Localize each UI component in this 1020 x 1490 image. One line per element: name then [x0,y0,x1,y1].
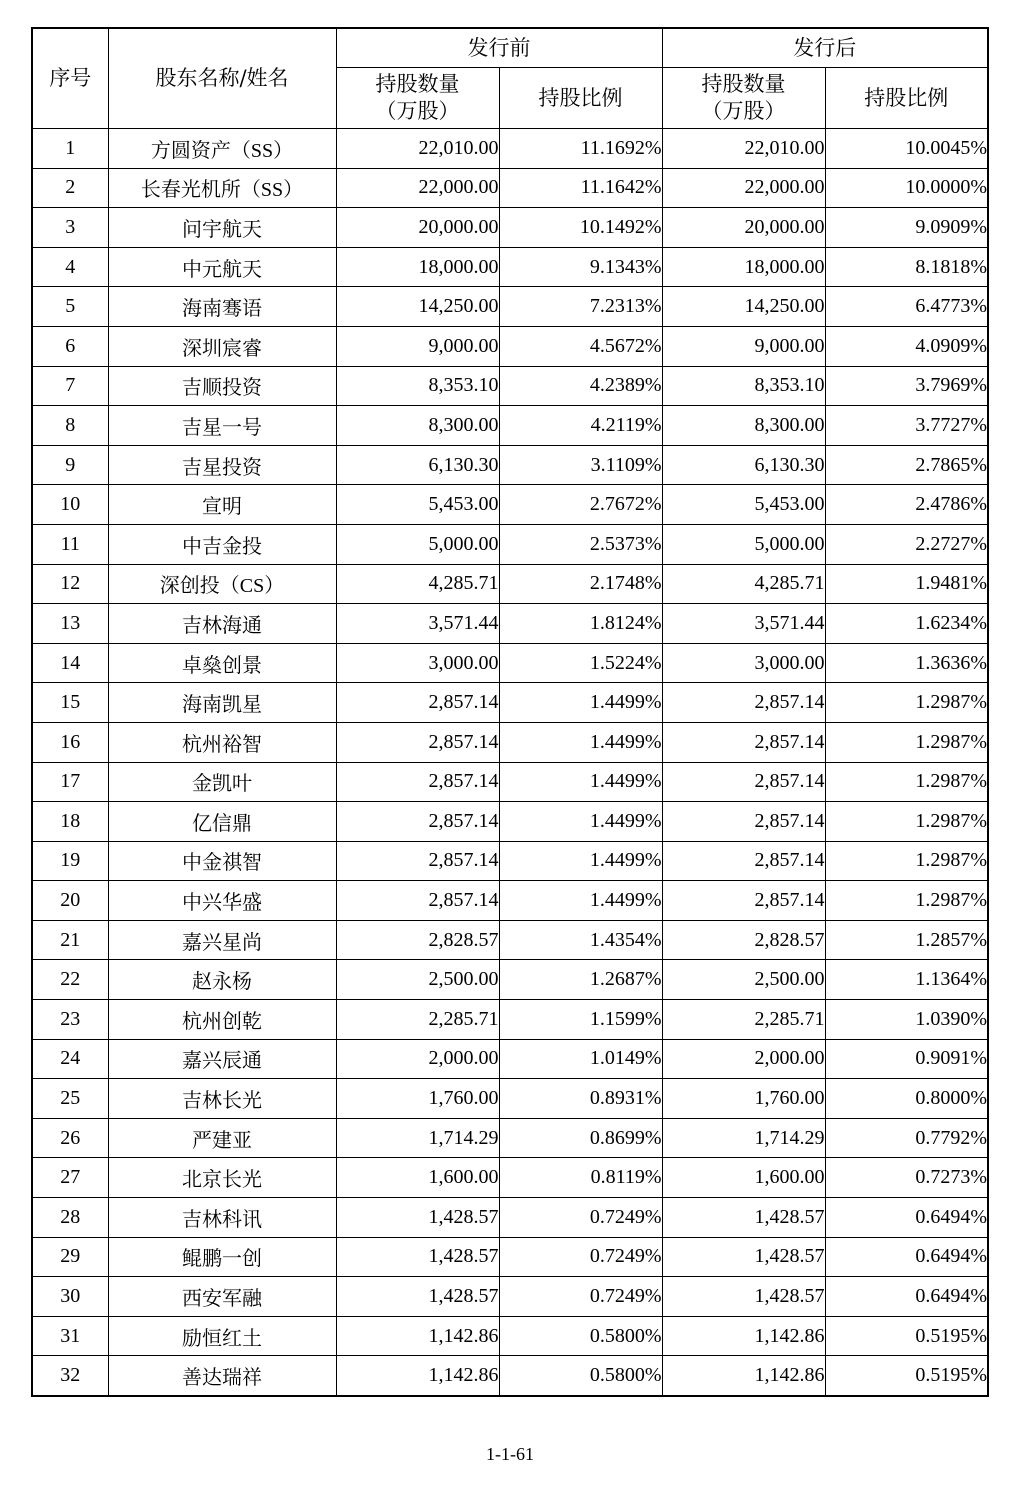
table-row [32,287,988,327]
cell-before-ratio: 2.5373% [499,524,662,564]
table-row [32,485,988,525]
cell-before-ratio: 4.2119% [499,406,662,446]
cell-after-ratio: 8.1818% [825,247,988,287]
cell-before-ratio: 3.1109% [499,445,662,485]
cell-index: 3 [32,208,108,248]
header-shares-line2: （万股） [375,99,460,123]
cell-after-shares: 9,000.00 [662,326,825,366]
table-row [32,1237,988,1277]
cell-after-shares: 4,285.71 [662,564,825,604]
cell-after-shares: 2,857.14 [662,802,825,842]
cell-index: 10 [32,485,108,525]
cell-index: 5 [32,287,108,327]
cell-index: 12 [32,564,108,604]
cell-shareholder-name: 吉林科讯 [108,1198,336,1238]
table-row [32,643,988,683]
cell-shareholder-name: 善达瑞祥 [108,1356,336,1396]
header-before-shares [336,68,499,129]
cell-before-shares: 1,428.57 [336,1277,499,1317]
cell-after-ratio: 1.1364% [825,960,988,1000]
cell-before-shares: 1,142.86 [336,1316,499,1356]
header-after-ratio: 持股比例 [825,68,988,129]
cell-after-ratio: 10.0000% [825,168,988,208]
cell-after-shares: 1,760.00 [662,1079,825,1119]
cell-before-shares: 8,300.00 [336,406,499,446]
table-row [32,802,988,842]
cell-before-ratio: 0.8119% [499,1158,662,1198]
cell-before-shares: 6,130.30 [336,445,499,485]
cell-before-shares: 22,000.00 [336,168,499,208]
cell-after-ratio: 0.7273% [825,1158,988,1198]
cell-index: 24 [32,1039,108,1079]
cell-after-ratio: 1.3636% [825,643,988,683]
table-row [32,604,988,644]
cell-before-shares: 1,600.00 [336,1158,499,1198]
header-name: 股东名称/姓名 [108,28,336,129]
cell-before-shares: 4,285.71 [336,564,499,604]
cell-shareholder-name: 问宇航天 [108,208,336,248]
cell-after-ratio: 6.4773% [825,287,988,327]
cell-shareholder-name: 深圳宸睿 [108,326,336,366]
cell-shareholder-name: 中金祺智 [108,841,336,881]
cell-before-shares: 5,000.00 [336,524,499,564]
cell-before-ratio: 1.2687% [499,960,662,1000]
cell-before-ratio: 0.7249% [499,1237,662,1277]
cell-after-shares: 1,142.86 [662,1316,825,1356]
cell-after-shares: 5,000.00 [662,524,825,564]
cell-before-ratio: 0.5800% [499,1316,662,1356]
cell-before-ratio: 10.1492% [499,208,662,248]
cell-after-shares: 2,000.00 [662,1039,825,1079]
cell-before-shares: 2,828.57 [336,920,499,960]
table-row [32,841,988,881]
table-row [32,208,988,248]
table-row [32,524,988,564]
table-row [32,1198,988,1238]
cell-index: 7 [32,366,108,406]
cell-before-shares: 5,453.00 [336,485,499,525]
cell-shareholder-name: 吉林海通 [108,604,336,644]
table-row [32,1356,988,1396]
cell-index: 13 [32,604,108,644]
cell-shareholder-name: 方圆资产（SS） [108,129,336,169]
cell-index: 17 [32,762,108,802]
cell-after-shares: 1,428.57 [662,1237,825,1277]
cell-after-ratio: 1.6234% [825,604,988,644]
cell-after-ratio: 1.0390% [825,1000,988,1040]
cell-after-ratio: 0.6494% [825,1237,988,1277]
cell-shareholder-name: 嘉兴星尚 [108,920,336,960]
table-row [32,564,988,604]
cell-after-ratio: 4.0909% [825,326,988,366]
table-row [32,1000,988,1040]
cell-shareholder-name: 中元航天 [108,247,336,287]
cell-shareholder-name: 严建亚 [108,1118,336,1158]
cell-after-shares: 18,000.00 [662,247,825,287]
table-row [32,1079,988,1119]
cell-index: 29 [32,1237,108,1277]
cell-before-ratio: 7.2313% [499,287,662,327]
cell-shareholder-name: 亿信鼎 [108,802,336,842]
cell-before-ratio: 4.2389% [499,366,662,406]
cell-before-shares: 1,714.29 [336,1118,499,1158]
cell-shareholder-name: 杭州裕智 [108,722,336,762]
cell-index: 4 [32,247,108,287]
page-number: 1-1-61 [486,1444,534,1464]
cell-shareholder-name: 深创投（CS） [108,564,336,604]
cell-before-shares: 2,857.14 [336,881,499,921]
table-row [32,1316,988,1356]
cell-before-ratio: 0.5800% [499,1356,662,1396]
header-after-group: 发行后 [662,28,988,68]
cell-index: 6 [32,326,108,366]
header-before-ratio: 持股比例 [499,68,662,129]
header-row-groups [32,28,988,68]
header-before-group: 发行前 [336,28,662,68]
cell-after-ratio: 9.0909% [825,208,988,248]
cell-before-ratio: 1.4499% [499,722,662,762]
cell-shareholder-name: 吉星一号 [108,406,336,446]
cell-after-ratio: 0.8000% [825,1079,988,1119]
table-row [32,326,988,366]
cell-index: 21 [32,920,108,960]
table-row [32,960,988,1000]
table-row [32,1277,988,1317]
cell-after-shares: 5,453.00 [662,485,825,525]
cell-index: 8 [32,406,108,446]
cell-after-shares: 1,428.57 [662,1198,825,1238]
cell-before-ratio: 11.1642% [499,168,662,208]
cell-before-ratio: 1.4499% [499,762,662,802]
cell-index: 32 [32,1356,108,1396]
cell-before-shares: 2,285.71 [336,1000,499,1040]
cell-after-ratio: 10.0045% [825,129,988,169]
cell-before-shares: 3,000.00 [336,643,499,683]
cell-shareholder-name: 宣明 [108,485,336,525]
cell-before-ratio: 1.4499% [499,841,662,881]
cell-before-ratio: 1.4499% [499,802,662,842]
cell-after-ratio: 1.2987% [825,722,988,762]
cell-before-shares: 1,142.86 [336,1356,499,1396]
header-after-shares [662,68,825,129]
cell-after-ratio: 0.7792% [825,1118,988,1158]
cell-before-shares: 2,500.00 [336,960,499,1000]
cell-shareholder-name: 海南凯星 [108,683,336,723]
cell-after-ratio: 0.5195% [825,1356,988,1396]
cell-after-ratio: 0.5195% [825,1316,988,1356]
cell-after-shares: 22,000.00 [662,168,825,208]
cell-index: 31 [32,1316,108,1356]
cell-index: 16 [32,722,108,762]
table-row [32,1158,988,1198]
cell-shareholder-name: 吉林长光 [108,1079,336,1119]
cell-index: 14 [32,643,108,683]
table-row [32,881,988,921]
cell-after-ratio: 1.2987% [825,762,988,802]
cell-after-ratio: 3.7727% [825,406,988,446]
cell-index: 20 [32,881,108,921]
cell-before-shares: 2,857.14 [336,841,499,881]
cell-before-shares: 2,857.14 [336,722,499,762]
cell-index: 22 [32,960,108,1000]
cell-before-shares: 8,353.10 [336,366,499,406]
cell-after-shares: 2,857.14 [662,881,825,921]
table-header [32,28,988,129]
cell-after-shares: 1,600.00 [662,1158,825,1198]
cell-after-shares: 22,010.00 [662,129,825,169]
cell-shareholder-name: 赵永杨 [108,960,336,1000]
table-row [32,168,988,208]
header-index: 序号 [32,28,108,129]
table-row [32,683,988,723]
cell-after-shares: 3,571.44 [662,604,825,644]
cell-before-shares: 1,760.00 [336,1079,499,1119]
cell-index: 30 [32,1277,108,1317]
cell-index: 26 [32,1118,108,1158]
cell-before-shares: 22,010.00 [336,129,499,169]
cell-shareholder-name: 杭州创乾 [108,1000,336,1040]
cell-before-ratio: 9.1343% [499,247,662,287]
cell-shareholder-name: 西安军融 [108,1277,336,1317]
cell-before-ratio: 1.8124% [499,604,662,644]
cell-shareholder-name: 长春光机所（SS） [108,168,336,208]
cell-before-shares: 3,571.44 [336,604,499,644]
cell-after-shares: 2,857.14 [662,683,825,723]
cell-before-shares: 1,428.57 [336,1237,499,1277]
cell-after-shares: 1,714.29 [662,1118,825,1158]
cell-shareholder-name: 中兴华盛 [108,881,336,921]
cell-after-ratio: 1.2987% [825,683,988,723]
cell-before-shares: 9,000.00 [336,326,499,366]
table-row [32,920,988,960]
cell-shareholder-name: 中吉金投 [108,524,336,564]
cell-index: 25 [32,1079,108,1119]
cell-shareholder-name: 海南骞语 [108,287,336,327]
cell-shareholder-name: 吉顺投资 [108,366,336,406]
table-body [32,129,988,1397]
table-row [32,406,988,446]
cell-shareholder-name: 卓燊创景 [108,643,336,683]
cell-before-shares: 2,857.14 [336,802,499,842]
cell-after-ratio: 1.2987% [825,881,988,921]
table-row [32,129,988,169]
cell-before-ratio: 1.4499% [499,683,662,723]
cell-shareholder-name: 金凯叶 [108,762,336,802]
cell-after-shares: 6,130.30 [662,445,825,485]
cell-before-ratio: 1.4499% [499,881,662,921]
cell-before-ratio: 1.5224% [499,643,662,683]
cell-before-ratio: 1.0149% [499,1039,662,1079]
cell-before-shares: 18,000.00 [336,247,499,287]
cell-index: 9 [32,445,108,485]
cell-after-ratio: 1.2987% [825,841,988,881]
cell-after-shares: 2,857.14 [662,762,825,802]
cell-after-ratio: 1.2857% [825,920,988,960]
cell-after-shares: 14,250.00 [662,287,825,327]
cell-shareholder-name: 励恒红土 [108,1316,336,1356]
cell-shareholder-name: 鲲鹏一创 [108,1237,336,1277]
cell-after-shares: 3,000.00 [662,643,825,683]
cell-after-shares: 2,857.14 [662,722,825,762]
cell-after-shares: 1,428.57 [662,1277,825,1317]
cell-index: 19 [32,841,108,881]
cell-shareholder-name: 北京长光 [108,1158,336,1198]
cell-before-ratio: 0.7249% [499,1277,662,1317]
cell-after-shares: 20,000.00 [662,208,825,248]
cell-after-ratio: 2.7865% [825,445,988,485]
cell-index: 28 [32,1198,108,1238]
cell-after-ratio: 1.9481% [825,564,988,604]
cell-before-shares: 20,000.00 [336,208,499,248]
table-row [32,366,988,406]
table-row [32,247,988,287]
cell-before-shares: 2,857.14 [336,683,499,723]
cell-after-ratio: 0.6494% [825,1277,988,1317]
header-shares-line2: （万股） [701,99,786,123]
cell-index: 15 [32,683,108,723]
table-row [32,445,988,485]
table-row [32,762,988,802]
cell-after-shares: 2,500.00 [662,960,825,1000]
cell-before-ratio: 2.1748% [499,564,662,604]
cell-index: 23 [32,1000,108,1040]
header-shares-line1: 持股数量 [701,72,786,96]
cell-before-ratio: 4.5672% [499,326,662,366]
cell-after-shares: 1,142.86 [662,1356,825,1396]
cell-before-ratio: 1.1599% [499,1000,662,1040]
cell-before-ratio: 1.4354% [499,920,662,960]
cell-index: 18 [32,802,108,842]
table-row [32,722,988,762]
cell-before-ratio: 0.8699% [499,1118,662,1158]
cell-after-ratio: 2.4786% [825,485,988,525]
cell-before-ratio: 0.7249% [499,1198,662,1238]
cell-index: 11 [32,524,108,564]
cell-after-shares: 2,285.71 [662,1000,825,1040]
cell-before-shares: 14,250.00 [336,287,499,327]
cell-index: 2 [32,168,108,208]
cell-after-shares: 2,828.57 [662,920,825,960]
cell-after-shares: 2,857.14 [662,841,825,881]
cell-before-shares: 2,000.00 [336,1039,499,1079]
cell-before-ratio: 11.1692% [499,129,662,169]
cell-shareholder-name: 吉星投资 [108,445,336,485]
shareholder-table [31,27,989,1397]
table-row [32,1118,988,1158]
cell-index: 1 [32,129,108,169]
cell-after-ratio: 3.7969% [825,366,988,406]
cell-after-ratio: 0.6494% [825,1198,988,1238]
header-shares-line1: 持股数量 [375,72,460,96]
cell-after-shares: 8,353.10 [662,366,825,406]
cell-after-ratio: 0.9091% [825,1039,988,1079]
cell-index: 27 [32,1158,108,1198]
cell-after-shares: 8,300.00 [662,406,825,446]
table-row [32,1039,988,1079]
cell-before-shares: 2,857.14 [336,762,499,802]
cell-before-ratio: 2.7672% [499,485,662,525]
cell-after-ratio: 1.2987% [825,802,988,842]
cell-shareholder-name: 嘉兴辰通 [108,1039,336,1079]
cell-before-ratio: 0.8931% [499,1079,662,1119]
cell-before-shares: 1,428.57 [336,1198,499,1238]
cell-after-ratio: 2.2727% [825,524,988,564]
